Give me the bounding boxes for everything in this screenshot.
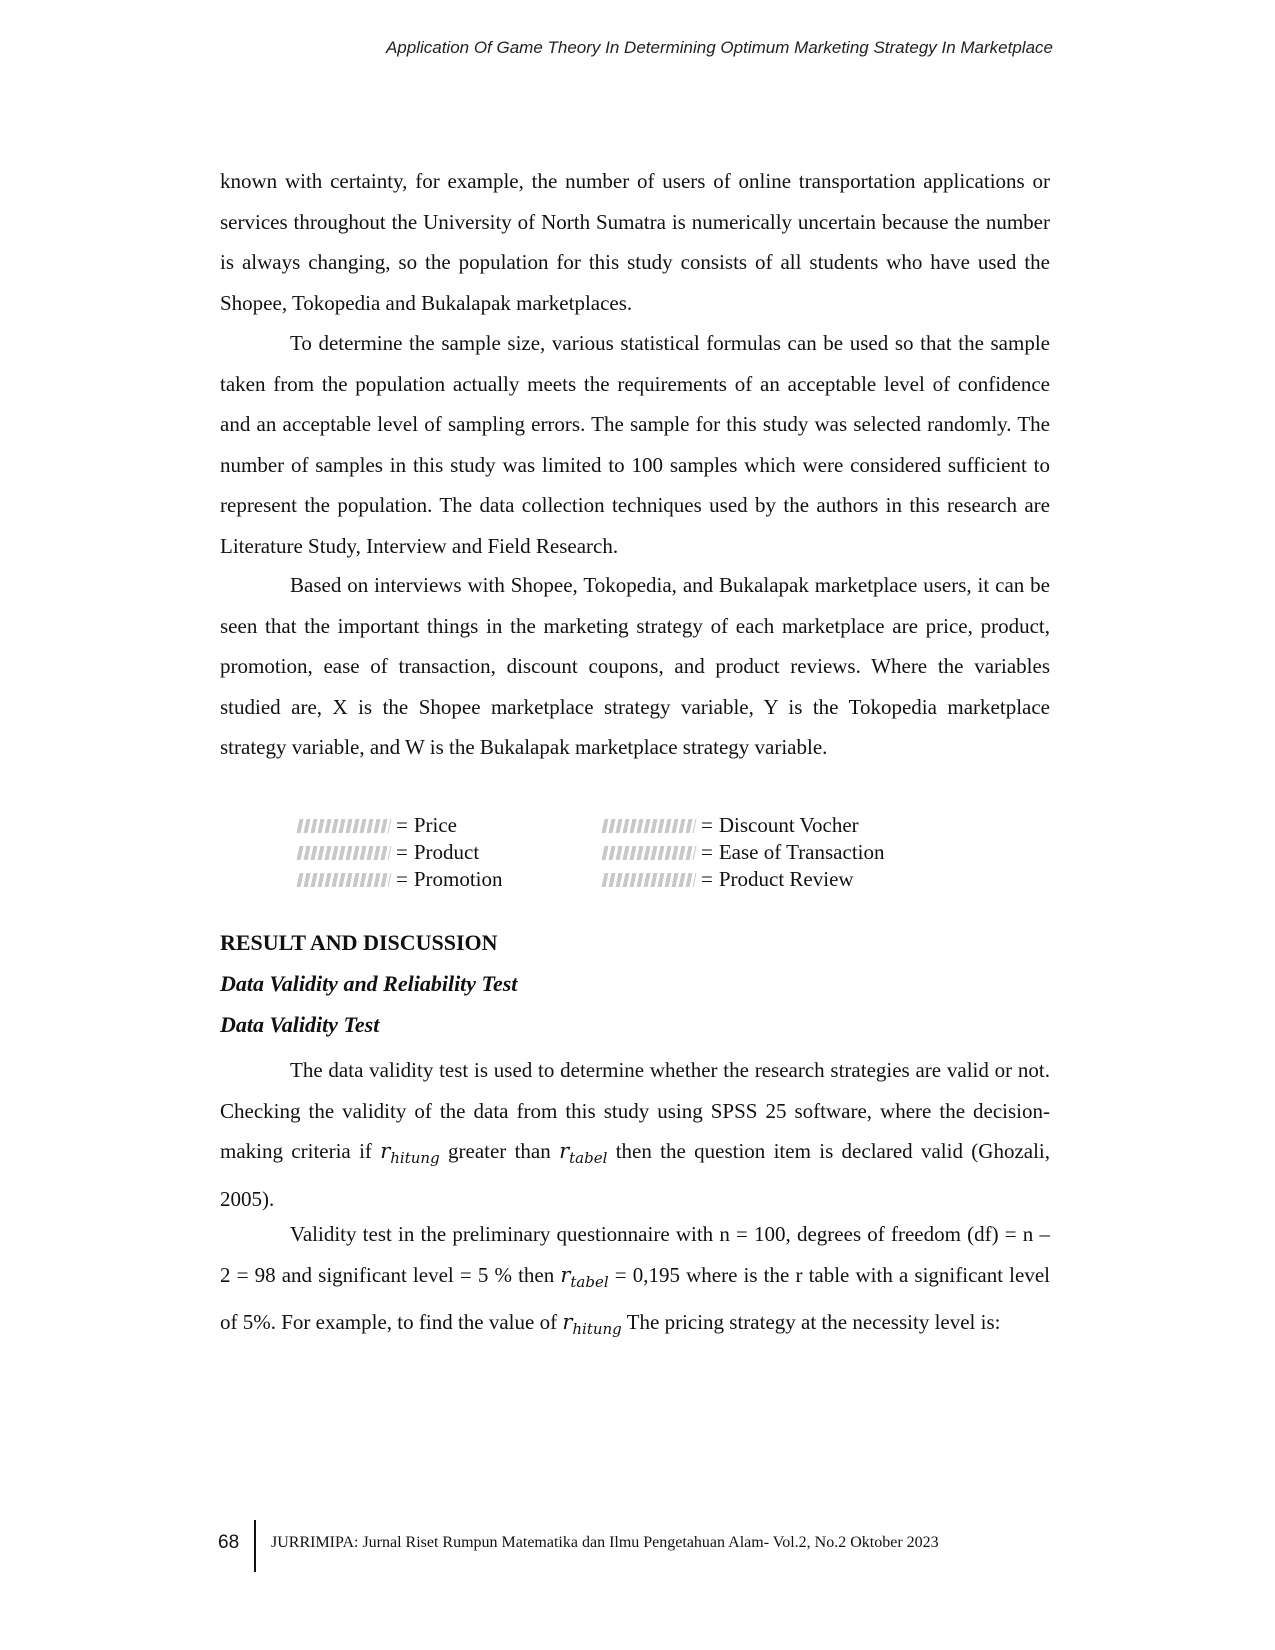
variable-row [603,866,885,893]
equals-sign: = [396,867,408,891]
variable-row [603,839,885,866]
variable-row [298,866,503,893]
equals-sign: = [701,867,713,891]
variable-label: Promotion [413,867,503,891]
footer-divider [254,1520,256,1572]
text-run: then the question item is declared valid (Ghozali, 2005). [220,1139,1050,1211]
variable-label: Product [413,840,480,864]
variable-label: Product Review [718,867,854,891]
variable-label: Discount Vocher [718,813,859,837]
r-hitung-symbol: $r_{hitung}$ [380,1139,440,1168]
journal-citation: JURRIMIPA: Jurnal Riset Rumpun Matematika dan Ilmu Pengetahuan Alam- Vol.2, No.2 Oktober 2023 [271,1534,939,1551]
page-number: 68 [218,1532,240,1553]
running-head: Application Of Game Theory In Determining Optimum Marketing Strategy In Marketplace [385,38,1053,57]
equals-sign: = [701,840,713,864]
variable-row [603,812,885,839]
text-run: greater than [448,1139,551,1163]
paragraph-validity-criteria [220,1050,1050,1219]
subsubsection-heading: Data Validity Test [220,1012,380,1037]
subsection-heading: Data Validity and Reliability Test [220,971,518,996]
text-run: The pricing strategy at the necessity level is: [626,1310,1001,1335]
r-tabel-symbol: $r_{tabel}$ [560,1262,609,1291]
variable-row [298,839,503,866]
variable-symbol-image [297,819,392,833]
equals-sign: = [701,813,713,837]
variable-column-right [603,812,885,893]
paragraph-sample-size: To determine the sample size, various statistical formulas can be used so that the sample taken from the population actually meets the requirements of an acceptable level of confidence and an acceptable level of sampling errors. The sample for this study was selected randomly. The number of samples in this study was limited to 100 samples which were considered sufficient to represent the population. The data collection techniques used by the authors in this research are Literature Study, Interview and Field Research. [220,331,1050,558]
r-hitung-symbol: $r_{hitung}$ [562,1310,622,1339]
paragraph-variables: Based on interviews with Shopee, Tokopedia, and Bukalapak marketplace users, it can be seen that the important things in the marketing strategy of each marketplace are price, product, promotion, ease of transaction, discount coupons, and product reviews. Where the variables studied are, X is the Shopee marketplace strategy variable, Y is the Tokopedia marketplace strategy variable, and W is the Bukalapak marketplace strategy variable. [220,573,1050,759]
equals-sign: = [396,813,408,837]
variable-symbol-image [602,873,697,887]
r-tabel-symbol: $r_{tabel}$ [559,1139,608,1168]
section-heading: RESULT AND DISCUSSION [220,930,498,955]
variable-symbol-image [602,819,697,833]
text-run: The data validity test is used to determine whether the research strategies are valid or not. Checking the validity of the data from this study using SPSS 25 software, where the decision-making criteria if [220,1058,1050,1163]
text-run: = 0,195 where is the r table with a significant level of 5%. For example, to find the value of [220,1262,1050,1335]
variable-label: Ease of Transaction [718,840,885,864]
variable-row [298,812,503,839]
variable-symbol-image [297,846,392,860]
variable-column-left [298,812,503,893]
paragraph-population: known with certainty, for example, the number of users of online transportation applications or services throughout the University of North Sumatra is numerically uncertain because the number is always changing, so the population for this study consists of all students who have used the Shopee, Tokopedia and Bukalapak marketplaces. [220,169,1050,315]
variable-symbol-image [602,846,697,860]
text-run: Validity test in the preliminary questionnaire with n = 100, degrees of freedom (df) = n – 2 = 98 and significant level = 5 % then [220,1222,1050,1287]
variable-symbol-image [297,873,392,887]
variable-label: Price [413,813,457,837]
equals-sign: = [396,840,408,864]
paragraph-validity-preliminary [220,1214,1050,1350]
